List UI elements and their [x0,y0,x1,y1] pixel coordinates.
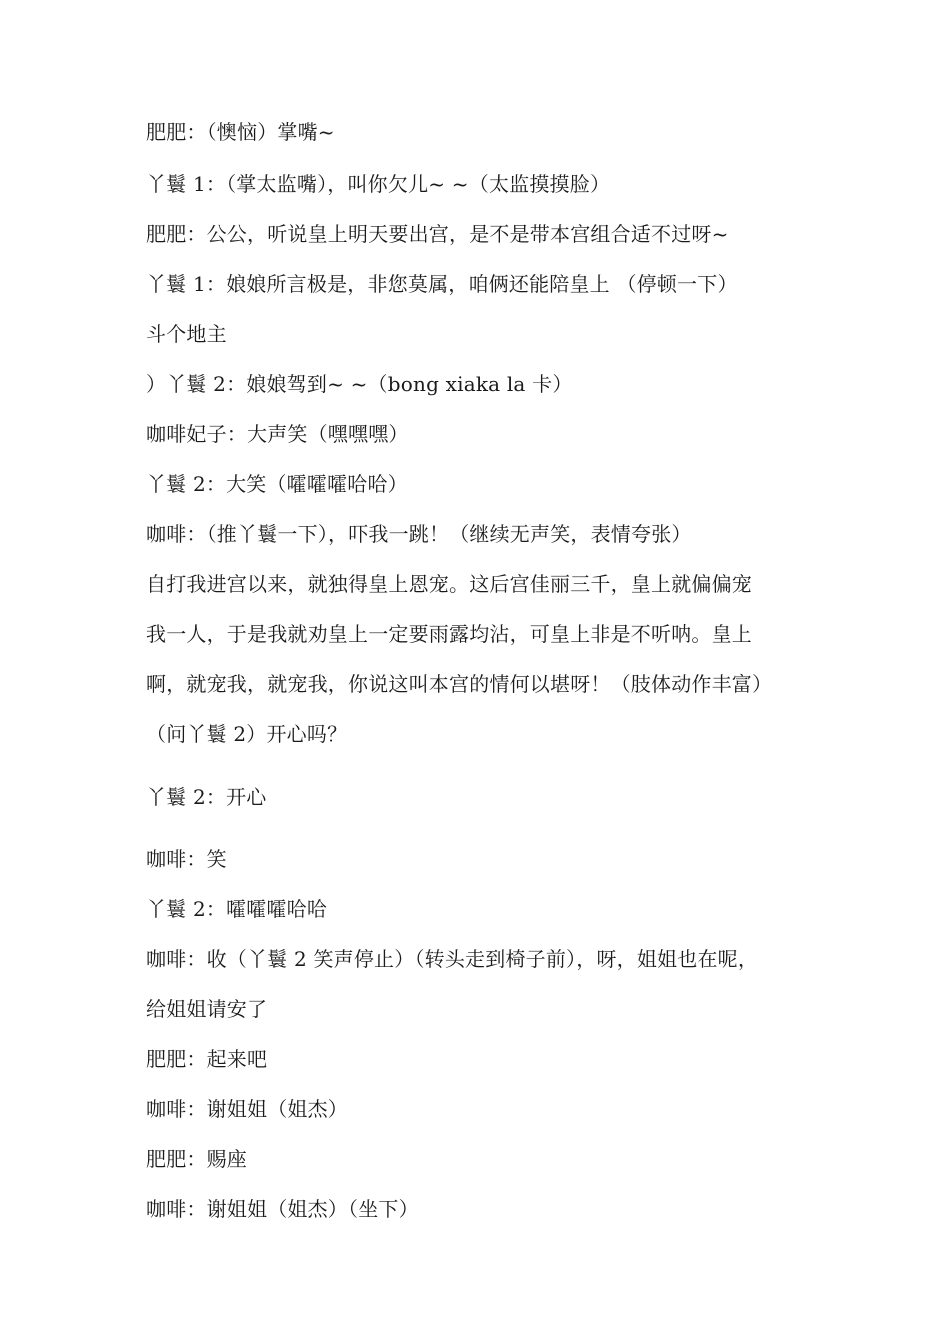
script-line: 啊，就宠我，就宠我，你说这叫本宫的情何以堪呀！（肢体动作丰富） [146,672,773,696]
script-line: 丫鬟 1：（掌太监嘴），叫你欠儿~ ~（太监摸摸脸） [146,172,611,196]
script-line: 肥肥：公公，听说皇上明天要出宫，是不是带本宫组合适不过呀~ [146,222,729,246]
script-line: 肥肥：起来吧 [146,1047,268,1071]
script-line: 咖啡：（推丫鬟一下），吓我一跳！（继续无声笑，表情夸张） [146,522,692,546]
script-line: 咖啡：收（丫鬟 2 笑声停止）（转头走到椅子前），呀，姐姐也在呢， [146,947,759,971]
script-line: 丫鬟 2：开心 [146,785,267,809]
script-line: 我一人，于是我就劝皇上一定要雨露均沾，可皇上非是不听呐。皇上 [146,622,752,646]
script-line: 自打我进宫以来，就独得皇上恩宠。这后宫佳丽三千，皇上就偏偏宠 [146,572,752,596]
script-line: 丫鬟 1：娘娘所言极是，非您莫属，咱俩还能陪皇上 （停顿一下） [146,272,738,296]
script-line: 斗个地主 [146,322,227,346]
script-line: ）丫鬟 2：娘娘驾到~ ~（bong xiaka la 卡） [146,372,573,396]
script-line: 咖啡：谢姐姐（姐杰）（坐下） [146,1197,419,1221]
script-line: 肥肥：赐座 [146,1147,247,1171]
script-line: 咖啡：笑 [146,847,227,871]
script-line: 肥肥：（懊恼）掌嘴~ [146,120,335,144]
script-line: 丫鬟 2：嚯嚯嚯哈哈 [146,897,328,921]
script-line: 丫鬟 2：大笑（嚯嚯嚯哈哈） [146,472,408,496]
script-line: 咖啡妃子：大声笑（嘿嘿嘿） [146,422,409,446]
script-line: 给姐姐请安了 [146,997,268,1021]
script-line: （问丫鬟 2）开心吗？ [146,722,348,746]
script-line: 咖啡：谢姐姐（姐杰） [146,1097,348,1121]
